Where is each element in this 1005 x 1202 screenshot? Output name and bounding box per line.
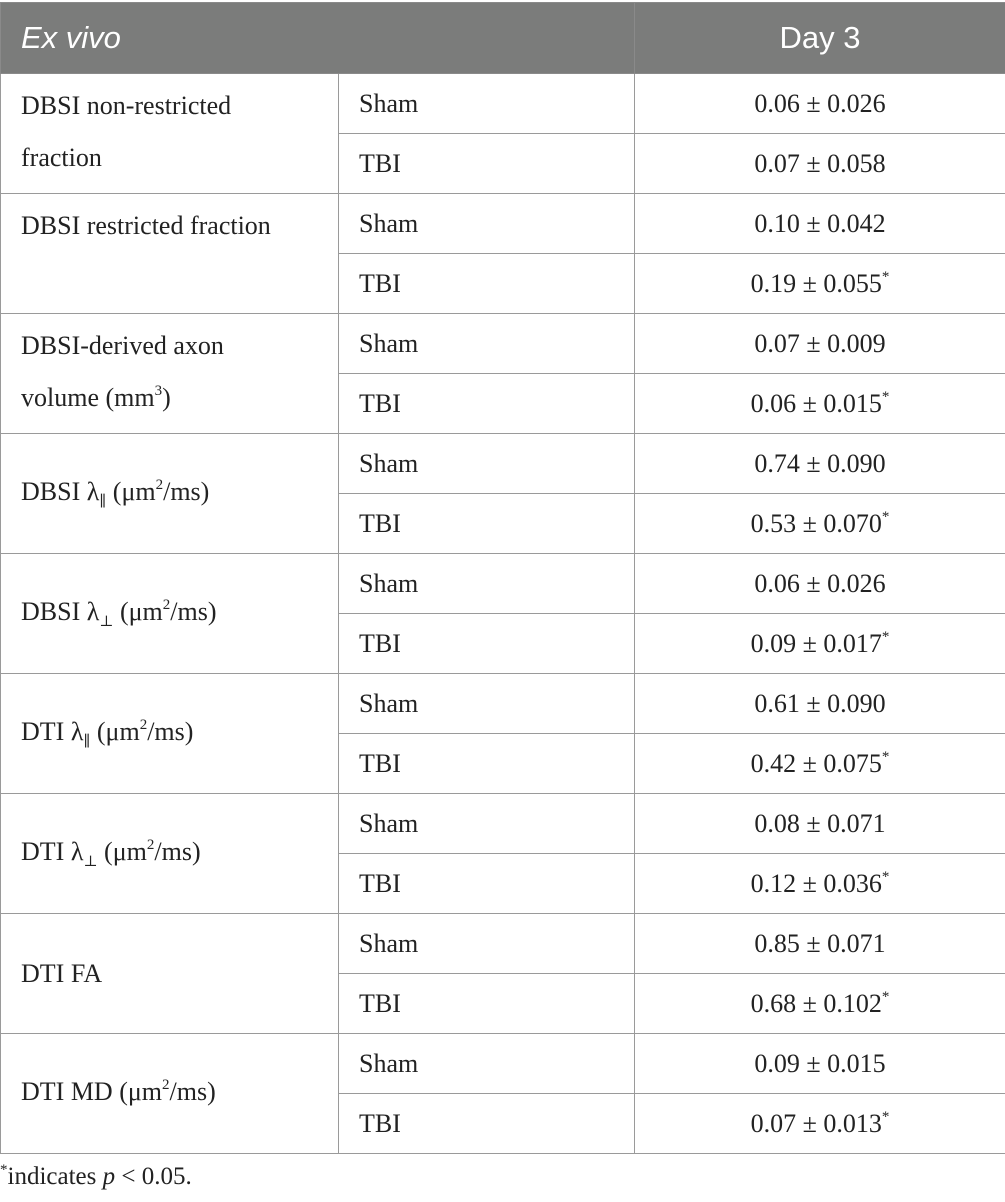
parameter-label: /ms): [170, 596, 217, 626]
value-cell: [635, 434, 1005, 494]
significance-star: *: [881, 388, 890, 405]
footnote-text: indicates: [7, 1163, 103, 1190]
value-cell: [635, 1034, 1005, 1094]
group-cell: TBI: [339, 854, 635, 914]
group-cell: Sham: [339, 794, 635, 854]
subscript: ⊥: [99, 613, 114, 630]
superscript: 2: [155, 476, 164, 493]
group-cell: TBI: [339, 494, 635, 554]
value-cell: [635, 194, 1005, 254]
parameter-label: DTI λ: [21, 836, 84, 866]
superscript: 2: [162, 596, 171, 613]
footnote-text: < 0.05.: [115, 1163, 192, 1190]
value-cell: [635, 974, 1005, 1034]
group-cell: Sham: [339, 1034, 635, 1094]
table-row: [1, 314, 1005, 374]
table-row: [1, 1034, 1005, 1094]
parameter-label: DBSI λ: [21, 476, 100, 506]
parameter-label: /ms): [163, 476, 210, 506]
value-cell: [635, 914, 1005, 974]
value-cell: [635, 734, 1005, 794]
parameter-label: /ms): [147, 716, 194, 746]
value-cell: [635, 794, 1005, 854]
value-text: 0.85 ± 0.071: [754, 928, 886, 958]
value-cell: [635, 254, 1005, 314]
table-row: [1, 434, 1005, 494]
parameter-label: /ms): [154, 836, 201, 866]
subscript: ⊥: [83, 853, 98, 870]
value-cell: [635, 314, 1005, 374]
group-cell: TBI: [339, 1094, 635, 1154]
table-row: [1, 74, 1005, 134]
parameter-label: (μm: [97, 836, 147, 866]
parameter-cell: [1, 314, 339, 434]
parameter-cell: [1, 1034, 339, 1154]
group-cell: TBI: [339, 614, 635, 674]
group-cell: TBI: [339, 974, 635, 1034]
value-cell: [635, 854, 1005, 914]
parameter-cell: [1, 434, 339, 554]
value-cell: [635, 614, 1005, 674]
value-text: 0.07 ± 0.013: [750, 1108, 882, 1138]
value-text: 0.74 ± 0.090: [754, 448, 886, 478]
group-cell: TBI: [339, 254, 635, 314]
parameter-label: fraction: [21, 143, 102, 172]
significance-star: *: [881, 988, 890, 1005]
parameter-label: (μm: [90, 716, 140, 746]
footnote-p-symbol: p: [102, 1163, 116, 1190]
superscript: 2: [162, 1076, 170, 1093]
value-text: 0.06 ± 0.026: [754, 88, 886, 118]
value-cell: [635, 1094, 1005, 1154]
superscript: 3: [154, 382, 163, 399]
subscript: ∥: [83, 733, 91, 750]
value-text: 0.09 ± 0.015: [754, 1048, 886, 1078]
superscript: 2: [146, 836, 155, 853]
parameter-label: DBSI restricted fraction: [21, 211, 271, 240]
parameter-cell: [1, 794, 339, 914]
group-cell: TBI: [339, 134, 635, 194]
group-cell: TBI: [339, 374, 635, 434]
value-cell: [635, 374, 1005, 434]
parameter-cell: [1, 554, 339, 674]
significance-star: *: [881, 508, 890, 525]
header-day-3: Day 3: [635, 3, 1005, 74]
group-cell: Sham: [339, 674, 635, 734]
significance-star: *: [881, 628, 890, 645]
value-text: 0.07 ± 0.058: [754, 148, 886, 178]
significance-star: *: [881, 1108, 890, 1125]
parameter-label: DBSI non-restricted: [21, 91, 232, 120]
superscript: 2: [139, 716, 148, 733]
table-row: [1, 554, 1005, 614]
parameter-label: ): [162, 382, 171, 412]
value-text: 0.08 ± 0.071: [754, 808, 886, 838]
table-row: [1, 914, 1005, 974]
parameter-label: /ms): [169, 1076, 216, 1106]
group-cell: Sham: [339, 554, 635, 614]
group-cell: Sham: [339, 74, 635, 134]
header-ex-vivo: Ex vivo: [1, 3, 635, 74]
significance-star: *: [881, 868, 890, 885]
table-footnote: [0, 1163, 192, 1191]
group-cell: TBI: [339, 734, 635, 794]
value-text: 0.07 ± 0.009: [754, 328, 886, 358]
parameter-cell: [1, 914, 339, 1034]
value-cell: [635, 134, 1005, 194]
value-text: 0.06 ± 0.026: [754, 568, 886, 598]
group-cell: Sham: [339, 434, 635, 494]
value-cell: [635, 74, 1005, 134]
table-row: [1, 674, 1005, 734]
table-header-row: [1, 3, 1005, 74]
value-text: 0.53 ± 0.070: [750, 508, 882, 538]
footnote-star: *: [0, 1162, 8, 1178]
significance-star: *: [881, 268, 890, 285]
parameter-cell: [1, 194, 339, 314]
group-cell: Sham: [339, 194, 635, 254]
parameter-label: volume (mm: [21, 382, 155, 412]
value-text: 0.19 ± 0.055: [750, 268, 882, 298]
value-cell: [635, 494, 1005, 554]
parameter-label: DBSI-derived axon: [21, 330, 224, 360]
parameter-cell: [1, 74, 339, 194]
group-cell: Sham: [339, 314, 635, 374]
parameter-label: DTI λ: [21, 716, 84, 746]
value-cell: [635, 674, 1005, 734]
value-text: 0.42 ± 0.075: [750, 748, 882, 778]
subscript: ∥: [99, 493, 107, 510]
parameter-label: DTI FA: [21, 958, 103, 988]
results-table-container: [0, 2, 1005, 1154]
significance-star: *: [881, 748, 890, 765]
table-row: [1, 194, 1005, 254]
parameter-cell: [1, 674, 339, 794]
parameter-label: DTI MD (μm: [21, 1076, 163, 1106]
value-text: 0.10 ± 0.042: [754, 208, 886, 238]
group-cell: Sham: [339, 914, 635, 974]
value-text: 0.12 ± 0.036: [750, 868, 882, 898]
table-row: [1, 794, 1005, 854]
value-text: 0.68 ± 0.102: [750, 988, 882, 1018]
value-text: 0.06 ± 0.015: [750, 388, 882, 418]
value-text: 0.61 ± 0.090: [754, 688, 886, 718]
value-text: 0.09 ± 0.017: [750, 628, 882, 658]
parameter-label: DBSI λ: [21, 596, 100, 626]
value-cell: [635, 554, 1005, 614]
results-table: [0, 2, 1005, 1154]
parameter-label: (μm: [113, 596, 163, 626]
parameter-label: (μm: [106, 476, 156, 506]
